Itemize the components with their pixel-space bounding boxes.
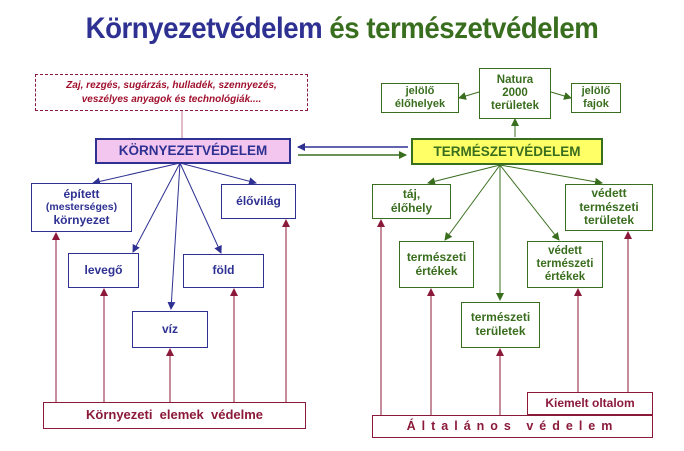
- natural-areas-box: [461, 302, 540, 348]
- natura-line2: 2000: [502, 86, 528, 99]
- natura-2000-box: [479, 68, 551, 119]
- pollution-note: [35, 74, 308, 111]
- protected-natural-areas-box: [565, 184, 653, 231]
- soil-label: föld: [212, 263, 235, 278]
- protected-natural-areas-line2: természeti: [579, 199, 639, 214]
- protected-natural-values-line2: természeti: [536, 257, 594, 270]
- title-part-nature: és természetvédelem: [329, 12, 599, 45]
- general-protection-bar: [372, 415, 653, 438]
- environmental-protection-header: [95, 138, 291, 164]
- environmental-protection-label: KÖRNYEZETVÉDELEM: [118, 143, 268, 159]
- natural-values-box: [399, 241, 474, 288]
- air-label: levegő: [84, 262, 123, 277]
- protected-natural-values-line3: értékek: [544, 271, 586, 284]
- natural-areas-line1: természeti: [470, 310, 531, 325]
- landscape-habitat-line1: táj,: [402, 186, 421, 201]
- water-box: [132, 311, 208, 348]
- note-connector: [172, 110, 182, 138]
- pollution-note-line1: Zaj, rezgés, sugárzás, hulladék, szennyezés,: [66, 80, 277, 91]
- designated-species-line1: jelölő: [581, 85, 611, 98]
- protected-natural-values-line1: védett: [548, 244, 582, 257]
- landscape-habitat-line2: élőhely: [390, 200, 433, 215]
- living-world-box: [221, 184, 296, 219]
- soil-box: [183, 254, 264, 288]
- protected-natural-values-box: [527, 241, 603, 288]
- designated-species-line2: fajok: [583, 98, 609, 110]
- designated-species-box: [571, 83, 621, 113]
- protected-natural-areas-line1: védett: [591, 185, 627, 200]
- built-environment-line3: környezet: [53, 212, 110, 227]
- environmental-elements-protection-label: Környezeti elemek védelme: [85, 407, 264, 423]
- designated-habitats-box: [381, 83, 459, 113]
- pollution-note-line2: veszélyes anyagok és technológiák....: [81, 93, 262, 105]
- nature-protection-header: [411, 138, 603, 165]
- designated-habitats-line1: jelölő: [405, 85, 435, 98]
- natura-line3: területek: [491, 100, 539, 113]
- built-environment-line2: (mesterséges): [45, 201, 118, 214]
- nature-protection-label: TERMÉSZETVÉDELEM: [433, 143, 581, 159]
- landscape-habitat-box: [372, 184, 451, 219]
- living-world-label: élővilág: [236, 193, 281, 208]
- title-part-environment: Környezetvédelem: [85, 12, 323, 45]
- protected-natural-areas-line3: területek: [583, 213, 635, 228]
- air-box: [68, 253, 139, 288]
- general-protection-label: Általános védelem: [406, 419, 619, 434]
- natura-line1: Natura: [496, 73, 534, 86]
- priority-protection-box: [527, 392, 653, 415]
- water-label: víz: [161, 321, 178, 336]
- natural-values-line2: értékek: [415, 263, 458, 278]
- priority-protection-label: Kiemelt oltalom: [545, 395, 635, 410]
- natural-values-line1: természeti: [406, 249, 467, 264]
- environmental-elements-protection-bar: [43, 402, 306, 429]
- built-environment-box: [31, 183, 132, 232]
- header-double-arrow: [298, 147, 408, 155]
- designated-habitats-line2: élőhelyek: [394, 98, 446, 110]
- natural-areas-line2: területek: [475, 324, 526, 338]
- built-environment-line1: épített: [63, 186, 100, 201]
